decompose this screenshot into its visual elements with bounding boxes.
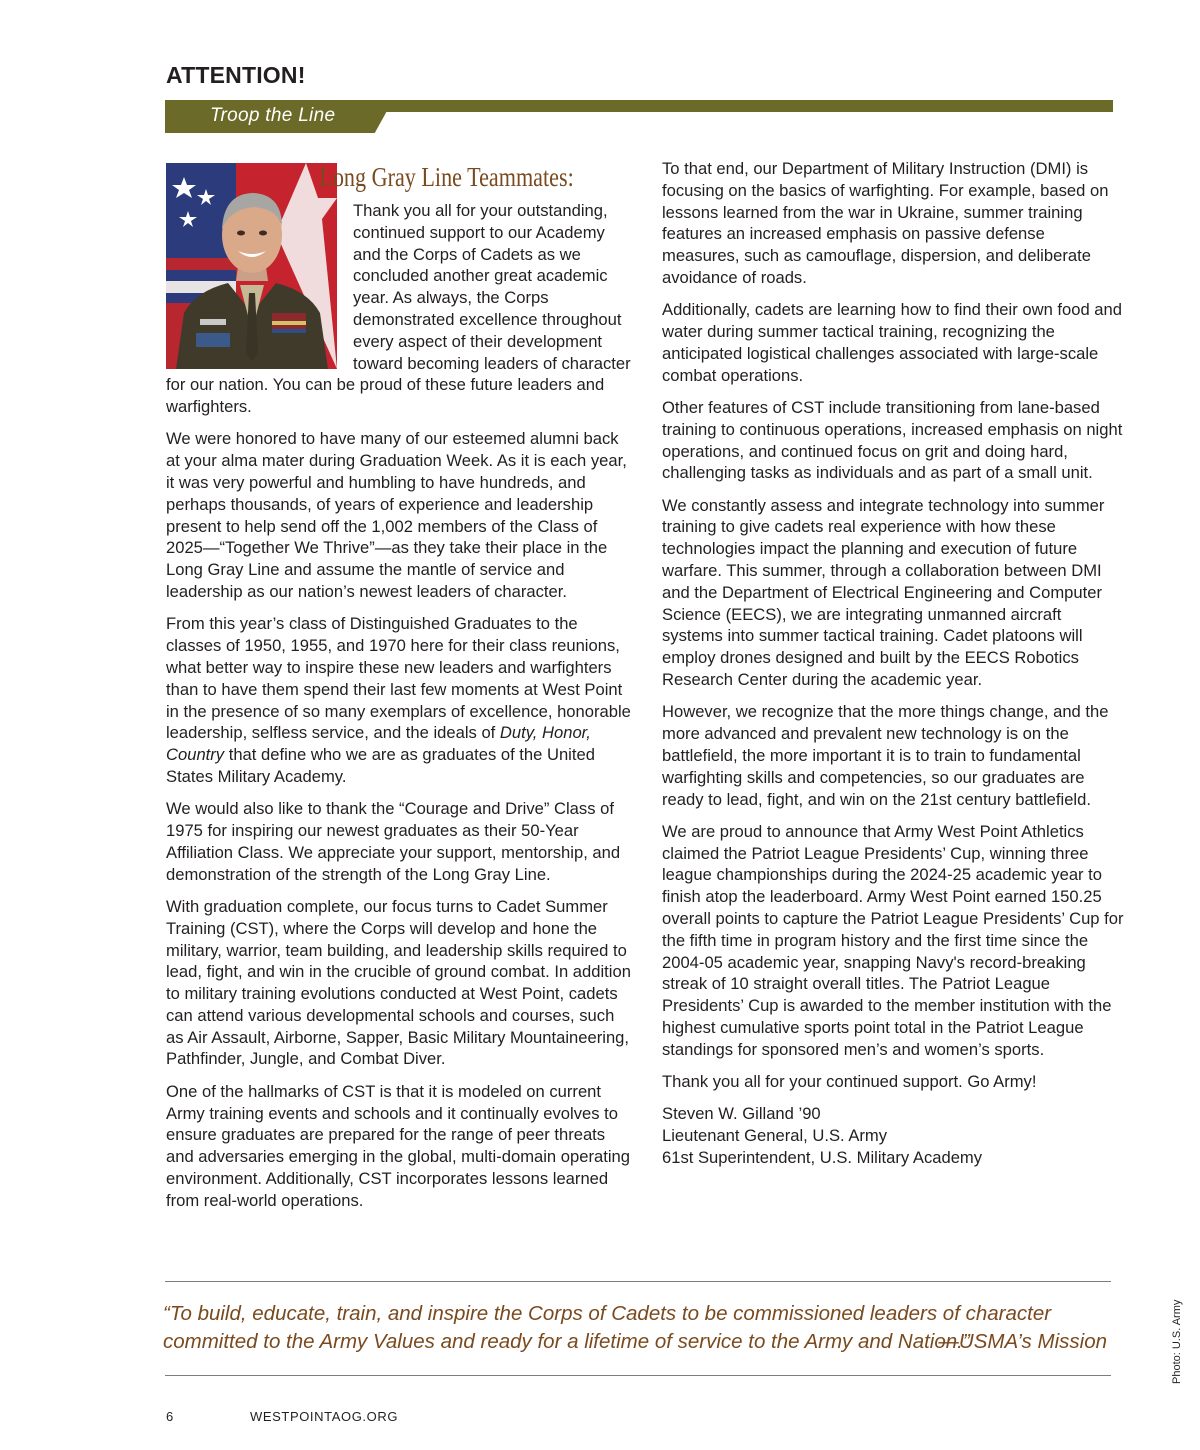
paragraph-graduation-week: We were honored to have many of our esteemed alumni back at your alma mater during Graduation Week. As it is each year, it was very powerful and humbling to have hundreds, and perhaps thousands, of years of experience and leadership present to help send off the 1,002 members of the Class of 2025—“Together We Thrive”—as they take their place in the Long Gray Line and assume the mantle of service and leadership as our nation’s newest leaders of character. (166, 429, 627, 602)
paragraph-cst-focus: With graduation complete, our focus turns to Cadet Summer Training (CST), where the Corps will develop and hone the military, warrior, team building, and leadership skills required to lead, fight, and win in the crucible of ground combat. In addition to military training evolutions conducted at West Point, cadets can attend various developmental schools and courses, such as Air Assault, Airborne, Sapper, Basic Military Mountaineering, Pathfinder, Jungle, and Combat Diver. (166, 896, 631, 1069)
signature-title: 61st Superintendent, U.S. Military Academy (662, 1147, 983, 1167)
left-column (166, 160, 632, 1222)
paragraph-dmi: To that end, our Department of Military Instruction (DMI) is focusing on the basics of warfighting. For example, based on lessons learned from the war in Ukraine, summer training features an increased emphasis on passive defense measures, such as camouflage, dispersion, and deliberate avoidance of roads. (662, 159, 1109, 287)
paragraph-athletics: We are proud to announce that Army West Point Athletics claimed the Patriot League Presidents’ Cup, winning three league championships during the 2024-25 academic year to finish atop the leaderboard. Army West Point earned 150.25 overall points to capture the Patriot League Presidents’ Cup for the fifth time in program history and the first time since the 2004-05 academic year, snapping Navy's record-breaking streak of 10 straight overall titles. The Patriot League Presidents’ Cup is awarded to the member institution with the highest cumulative sports point total in the Patriot League standings for sponsored men’s and women’s sports. (662, 821, 1124, 1059)
paragraph-technology: We constantly assess and integrate technology into summer training to give cadets real experience with how these technologies impact the planning and execution of future warfare. This summer, through a collaboration between DMI and the Department of Electrical Engineering and Computer Science (EECS), we are integrating unmanned aircraft systems into summer tactical training. Cadet platoons will employ drones designed and built by the EECS Robotics Research Center during the academic year. (662, 495, 1105, 690)
signature-rank: Lieutenant General, U.S. Army (662, 1126, 888, 1146)
quote-rule-bottom (165, 1375, 1111, 1376)
banner-label: Troop the Line (210, 105, 336, 126)
right-column (662, 158, 1126, 1169)
reunion-emphasis: Duty, Honor, Country (166, 723, 591, 765)
mission-quote (163, 1300, 1107, 1356)
greeting-heading: Long Gray Line Teammates: (319, 162, 574, 192)
paragraph-fundamentals: However, we recognize that the more things change, and the more advanced and prevalent new technology is on the battlefield, the more important it is to train to fundamental warfighting skills and competencies, so our graduates are ready to lead, fight, and win on the 21st century battlefield. (662, 702, 1109, 809)
quote-rule-top (165, 1281, 1111, 1282)
paragraph-intro: Thank you all for your outstanding, continued support to our Academy and the Corps of Cadets as we concluded another great academic year. As always, the Corps demonstrated excellence throughout every aspect of their development toward becoming leaders of character for our nation. You can be proud of these future leaders and warfighters. (166, 201, 631, 417)
signature-name: Steven W. Gilland ’90 (662, 1104, 821, 1124)
signature-block (662, 1103, 1126, 1168)
section-title: ATTENTION! (166, 62, 306, 88)
paragraph-cst-hallmarks: One of the hallmarks of CST is that it is modeled on current Army training events and schools and it continually evolves to ensure graduates are prepared for the range of peer threats and adversaries emerging in the global, multi-domain operating environment. Additionally, CST incorporates lessons learned from real-world operations. (166, 1081, 630, 1210)
reunion-text-after: that define who we are as graduates of the United States Military Academy. (166, 745, 595, 786)
paragraph-thanks: Thank you all for your continued support. Go Army! (662, 1072, 1037, 1092)
reunion-text-before: From this year’s class of Distinguished Graduates to the classes of 1950, 1955, and 1970 here for their class reunions, what better way to inspire these new leaders and warfighters than to have them spend their last few moments at West Point in the presence of so many exemplars of excellence, honorable leadership, selfless service, and the ideals of (166, 614, 631, 743)
mission-quote-attribution: —USMA’s Mission (938, 1330, 1107, 1353)
paragraph-cst-features: Other features of CST include transitioning from lane-based training to continuous operations, increased emphasis on night operations, and continued focus on grit and doing hard, challenging tasks as individuals and as part of a small unit. (662, 397, 1123, 483)
photo-credit: Photo: U.S. Army (1171, 1299, 1183, 1384)
paragraph-food-water: Additionally, cadets are learning how to find their own food and water during summer tactical training, recognizing the anticipated logistical challenges associated with large-scale combat operations. (662, 300, 1122, 385)
footer-site-link[interactable]: WESTPOINTAOG.ORG (250, 1409, 399, 1424)
paragraph-reunions (166, 613, 632, 787)
paragraph-class-1975: We would also like to thank the “Courage and Drive” Class of 1975 for inspiring our newest graduates as their 50-Year Affiliation Class. We appreciate your support, mentorship, and demonstration of the strength of the Long Gray Line. (166, 799, 621, 884)
page-number: 6 (166, 1409, 174, 1424)
mission-quote-text: “To build, educate, train, and inspire the Corps of Cadets to be commissioned leaders of character committed to the Army Values and ready for a lifetime of service to the Army and Nation.” (163, 1302, 1052, 1353)
